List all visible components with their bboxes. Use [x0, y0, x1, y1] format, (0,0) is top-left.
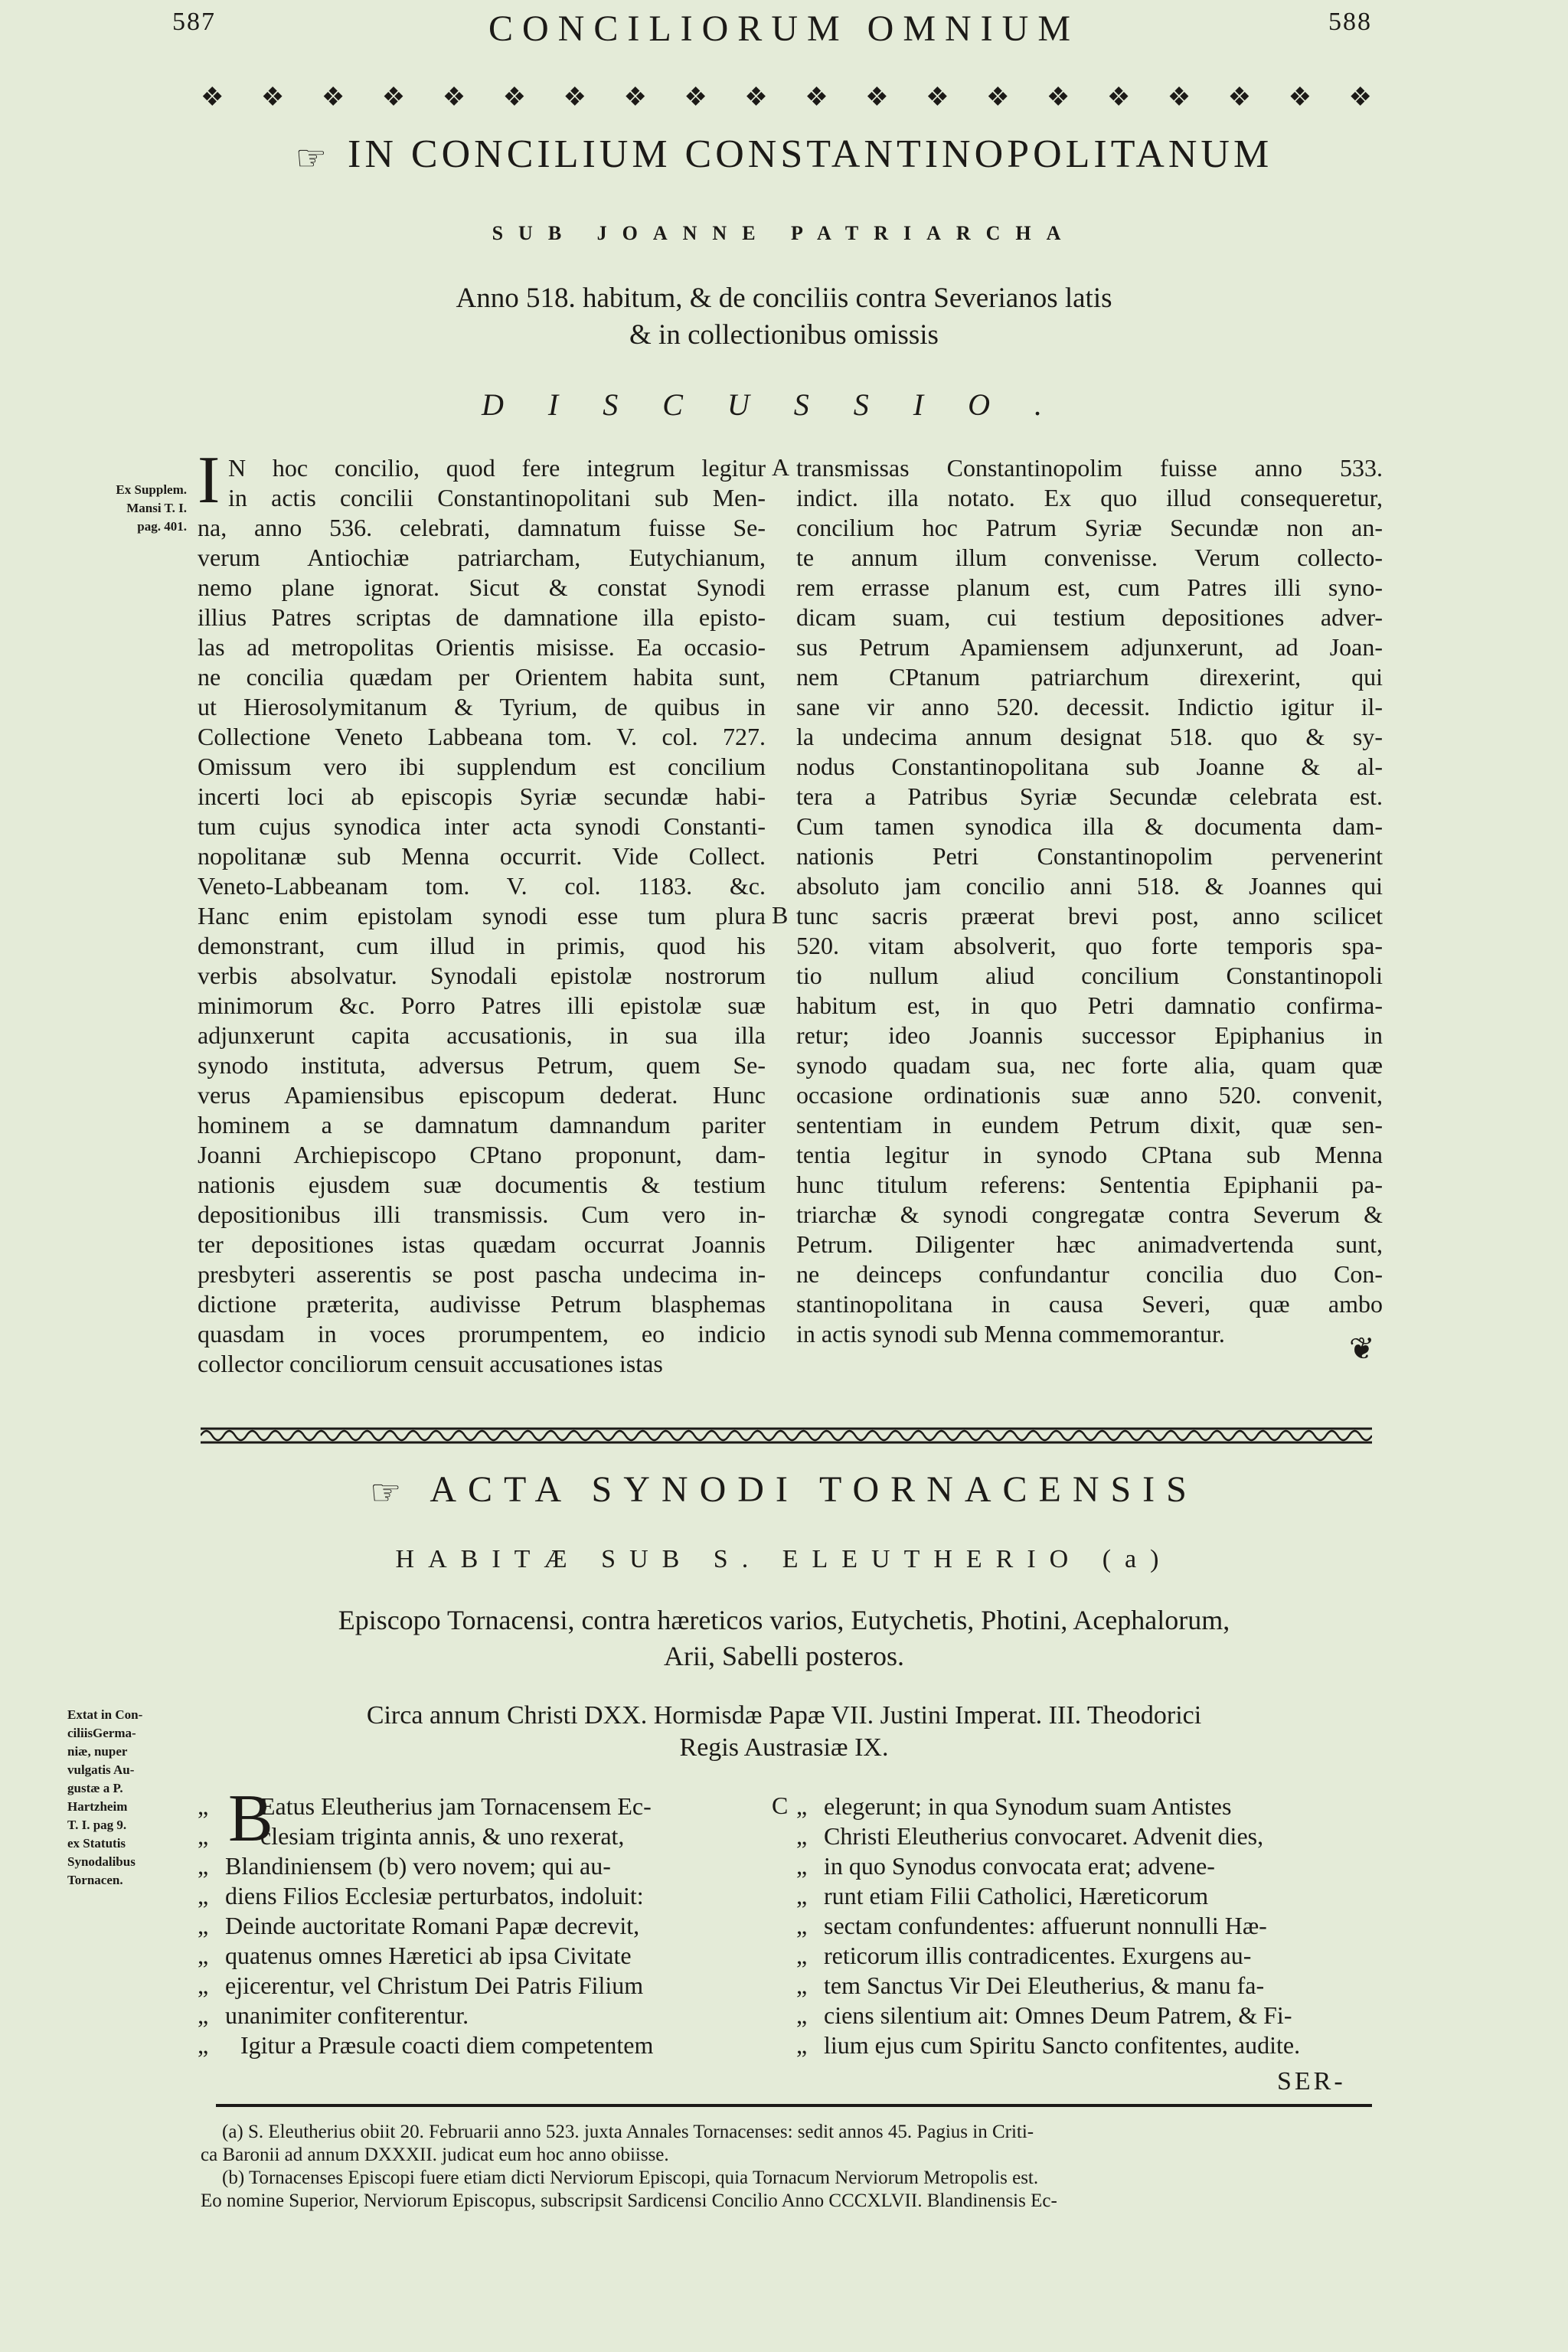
text-line: hominem a se damnatum damnandum pariter: [198, 1111, 766, 1138]
section1-line1: Anno 518. habitum, & de conciliis contra Severianos latis: [456, 283, 1112, 314]
ornament-fleuron-icon: ❖: [563, 83, 587, 112]
margin-note-line: ex Statutis: [67, 1836, 126, 1851]
section2-title: [0, 1468, 1568, 1511]
line-text: in quo Synodus convocata erat; advene-: [824, 1852, 1215, 1880]
text-line: sus Petrum Apamiensem adjunxerunt, ad Joan-: [796, 633, 1383, 661]
ornament-fleuron-icon: ❖: [442, 83, 466, 112]
text-line: ut Hierosolymitanum & Tyrium, de quibus in: [198, 693, 766, 720]
text-line: in actis synodi sub Menna commemorantur.: [796, 1320, 1225, 1348]
text-line: habitum est, in quo Petri damnatio confirma-: [796, 991, 1383, 1019]
decorative-rule: [201, 1424, 1372, 1447]
text-line: in actis concilii Constantinopolitani sub Men-: [228, 484, 766, 511]
section2-title-text: ACTA SYNODI TORNACENSIS: [430, 1469, 1198, 1510]
line-text: ejicerentur, vel Christum Dei Patris Filium: [225, 1971, 644, 1999]
text-line: [198, 1792, 766, 1821]
text-line: [198, 1911, 766, 1941]
quote-mark: „: [198, 2031, 209, 2059]
text-line: verus Apamiensibus episcopum dederat. Hunc: [198, 1081, 766, 1109]
text-line: collector conciliorum censuit accusationes istas: [198, 1350, 663, 1377]
text-line: tum cujus synodica inter acta synodi Constanti-: [198, 812, 766, 840]
text-line: sane vir anno 520. decessit. Indictio igitur il-: [796, 693, 1383, 720]
ornament-fleuron-icon: ❖: [381, 83, 406, 112]
quote-mark: „: [198, 1792, 209, 1820]
quote-mark: „: [796, 2001, 808, 2029]
text-line: [198, 2001, 766, 2030]
margin-note-2: [67, 1706, 190, 1890]
ornament-fleuron-icon: ❖: [1167, 83, 1191, 112]
section2-subtitle: HABITÆ SUB S. ELEUTHERIO (a): [395, 1545, 1173, 1573]
section2-descr-line2: Arii, Sabelli posteros.: [664, 1641, 904, 1671]
text-line: [198, 1851, 766, 1881]
section1-title: [0, 132, 1568, 177]
ornament-fleuron-icon: ❖: [1046, 83, 1070, 112]
line-text: tem Sanctus Vir Dei Eleutherius, & manu fa-: [824, 1971, 1265, 1999]
page-number-right: 588: [1328, 8, 1372, 36]
ornament-fleuron-icon: ❖: [684, 83, 707, 112]
text-line: Hanc enim epistolam synodi esse tum plura: [198, 902, 766, 929]
line-text: Blandiniensem (b) vero novem; qui au-: [225, 1852, 611, 1880]
text-line: ter depositiones istas quædam occurrat Joannis: [198, 1230, 766, 1258]
drop-cap: I: [198, 443, 220, 518]
text-line: adjunxerunt capita accusationis, in sua illa: [198, 1021, 766, 1049]
text-line: presbyteri asserentis se post pascha undecima in-: [198, 1260, 766, 1288]
ornament-fleuron-icon: ❖: [1106, 83, 1131, 112]
margin-note-line: gustæ a P.: [67, 1781, 123, 1795]
text-line: hunc titulum referens: Sententia Epiphanii pa-: [796, 1171, 1383, 1198]
ornament-fleuron-icon: ❖: [865, 83, 889, 112]
section1-line2: & in collectionibus omissis: [629, 319, 939, 351]
text-line: transmissas Constantinopolim fuisse anno 533.: [796, 454, 1383, 482]
footnote-rule: [216, 2104, 1372, 2107]
margin-note-line: Ex Supplem.: [116, 482, 187, 497]
text-line: indict. illa notato. Ex quo illud consequeretur,: [796, 484, 1383, 511]
text-line: [796, 1821, 1383, 1851]
text-line: triarchæ & synodi congregatæ contra Severum &: [796, 1200, 1383, 1228]
text-line: [198, 1821, 766, 1851]
line-text: runt etiam Filii Catholici, Hæreticorum: [824, 1882, 1209, 1909]
text-line: [796, 2001, 1383, 2030]
text-line: nopolitanæ sub Menna occurrit. Vide Collect.: [198, 842, 766, 870]
quote-mark: „: [796, 2031, 808, 2059]
footnote-line: (b) Tornacenses Episcopi fuere etiam dicti Nerviorum Episcopi, quia Tornacum Nerviorum Metropolis est.: [222, 2167, 1039, 2188]
quote-mark: „: [198, 1912, 209, 1939]
text-line: quasdam in voces prorumpentem, eo indicio: [198, 1320, 766, 1348]
text-line: ne deinceps confundantur concilia duo Con-: [796, 1260, 1383, 1288]
section1-title-text: IN CONCILIUM CONSTANTINOPOLITANUM: [348, 132, 1273, 176]
ornament-fleuron-icon: ❖: [985, 83, 1010, 112]
line-text: elegerunt; in qua Synodum suam Antistes: [824, 1792, 1232, 1820]
text-line: [796, 1941, 1383, 1971]
text-line: [198, 1971, 766, 2001]
ornament-fleuron-icon: ❖: [502, 83, 527, 112]
text-line: Petrum. Diligenter hæc animadvertenda sunt,: [796, 1230, 1383, 1258]
text-line: Veneto-Labbeanam tom. V. col. 1183. &c.: [198, 872, 766, 900]
text-line: [198, 2030, 766, 2060]
running-title: CONCILIORUM OMNIUM: [488, 8, 1080, 49]
margin-note-line: pag. 401.: [137, 519, 187, 534]
margin-note-line: niæ, nuper: [67, 1744, 128, 1759]
text-line: [796, 2030, 1383, 2060]
text-line: tera a Patribus Syriæ Secundæ celebrata est.: [796, 782, 1383, 810]
text-line: Omissum vero ibi supplendum est concilium: [198, 753, 766, 780]
text-line: te annum illum convenisse. Verum collecto-: [796, 544, 1383, 571]
margin-letter-c: C: [772, 1792, 789, 1819]
text-line: nationis ejusdem suæ documentis & testium: [198, 1171, 766, 1198]
text-line: illius Patres scriptas de damnatione illa episto-: [198, 603, 766, 631]
text-line: [796, 1971, 1383, 2001]
text-line: [796, 1792, 1383, 1821]
text-line: tunc sacris præerat brevi post, anno scilicet: [796, 902, 1383, 929]
ornament-fleuron-icon: ❖: [926, 83, 949, 112]
ornament-fleuron-icon: ❖: [744, 83, 768, 112]
text-line: demonstrant, cum illud in primis, quod his: [198, 932, 766, 959]
text-line: dicam suam, cui testium depositiones adver-: [796, 603, 1383, 631]
section2-right-column: [796, 1792, 1383, 2060]
quote-mark: „: [198, 1822, 209, 1850]
quote-mark: „: [198, 1971, 209, 1999]
section2-left-column: [198, 1782, 766, 2060]
line-text: diens Filios Ecclesiæ perturbatos, indoluit:: [225, 1882, 644, 1909]
section1-subtitle: SUB JOANNE PATRIARCHA: [492, 222, 1076, 244]
footnote-line: (a) S. Eleutherius obiit 20. Februarii anno 523. juxta Annales Tornacenses: sedit annos 45. Pagius in Criti-: [222, 2122, 1034, 2142]
footnote-line: Eo nomine Superior, Nerviorum Episcopus, subscripsit Sardicensi Concilio Anno CCCXLVII. Blandinensis Ec-: [201, 2190, 1057, 2211]
text-line: 520. vitam absolverit, quo forte temporis spa-: [796, 932, 1383, 959]
text-line: las ad metropolitas Orientis misisse. Ea occasio-: [198, 633, 766, 661]
text-line: [796, 1911, 1383, 1941]
text-line: dictione præterita, audivisse Petrum blasphemas: [198, 1290, 766, 1318]
footnote-line: ca Baronii ad annum DXXXII. judicat eum hoc anno obiisse.: [201, 2145, 669, 2165]
text-line: concilium hoc Patrum Syriæ Secundæ non an-: [796, 514, 1383, 541]
ornament-fleuron-icon: ❖: [201, 83, 224, 112]
quote-mark: „: [796, 1882, 808, 1909]
text-line: Cum tamen synodica illa & documenta dam-: [796, 812, 1383, 840]
quote-mark: „: [796, 1942, 808, 1969]
text-line: nodus Constantinopolitana sub Joanne & al-: [796, 753, 1383, 780]
line-text: Eatus Eleutherius jam Tornacensem Ec-: [260, 1792, 652, 1820]
text-line: nationis Petri Constantinopolim pervenerint: [796, 842, 1383, 870]
text-line: nem CPtanum patriarchum direxerint, qui: [796, 663, 1383, 691]
line-text: Christi Eleutherius convocaret. Advenit dies,: [824, 1822, 1264, 1850]
margin-note-line: Hartzheim: [67, 1799, 128, 1814]
margin-note-line: Mansi T. I.: [126, 501, 187, 515]
text-line: nemo plane ignorat. Sicut & constat Synodi: [198, 573, 766, 601]
quote-mark: „: [796, 1971, 808, 1999]
tailpiece-icon: ❦: [1349, 1331, 1375, 1366]
margin-note-line: Synodalibus: [67, 1854, 136, 1869]
quote-mark: „: [796, 1792, 808, 1820]
text-line: tio nullum aliud concilium Constantinopoli: [796, 962, 1383, 989]
margin-note-line: Extat in Con-: [67, 1707, 143, 1722]
margin-letter-b: B: [772, 901, 789, 929]
margin-note-1: [70, 481, 187, 536]
quote-mark: „: [796, 1912, 808, 1939]
ornament-fleuron-icon: ❖: [321, 83, 345, 112]
margin-note-line: ciliisGerma-: [67, 1726, 136, 1740]
text-line: depositionibus illi transmissis. Cum vero in-: [198, 1200, 766, 1228]
page-number-left: 587: [172, 8, 216, 36]
section2-descr-line1: Episcopo Tornacensi, contra hæreticos varios, Eutychetis, Photini, Acephalorum,: [338, 1605, 1230, 1635]
text-line: rem errasse planum est, cum Patres illi syno-: [796, 573, 1383, 601]
text-line: [198, 1941, 766, 1971]
pointing-hand-icon: ☞: [295, 139, 332, 178]
ornament-fleuron-icon: ❖: [623, 83, 647, 112]
line-text: Deinde auctoritate Romani Papæ decrevit,: [225, 1912, 640, 1939]
line-text: reticorum illis contradicentes. Exurgens au-: [824, 1942, 1252, 1969]
ornament-fleuron-icon: ❖: [1227, 83, 1252, 112]
line-text: lium ejus cum Spiritu Sancto confitentes, audite.: [824, 2031, 1301, 2059]
margin-note-line: vulgatis Au-: [67, 1762, 135, 1777]
line-text: quatenus omnes Hæretici ab ipsa Civitate: [225, 1942, 632, 1969]
margin-note-line: T. I. pag 9.: [67, 1818, 127, 1832]
text-line: minimorum &c. Porro Patres illi epistolæ suæ: [198, 991, 766, 1019]
text-line: ne concilia quædam per Orientem habita sunt,: [198, 663, 766, 691]
quote-mark: „: [198, 1942, 209, 1969]
ornament-fleuron-icon: ❖: [1288, 83, 1312, 112]
text-line: la undecima annum designat 518. quo & sy-: [796, 723, 1383, 750]
text-line: [796, 1851, 1383, 1881]
quote-mark: „: [796, 1852, 808, 1880]
text-line: Joanni Archiepiscopo CPtano proponunt, dam-: [198, 1141, 766, 1168]
text-line: incerti loci ab episcopis Syriæ secundæ habi-: [198, 782, 766, 810]
drop-cap: B: [228, 1782, 273, 1856]
catchword: SER-: [1277, 2067, 1346, 2096]
ornament-border: [201, 77, 1372, 119]
section1-right-column: [796, 453, 1383, 1349]
text-line: N hoc concilio, quod fere integrum legitur: [228, 454, 766, 482]
text-line: retur; ideo Joannis successor Epiphanius in: [796, 1021, 1383, 1049]
section2-date-line1: Circa annum Christi DXX. Hormisdæ Papæ VII. Justini Imperat. III. Theodorici: [366, 1701, 1202, 1730]
line-text: unanimiter confiterentur.: [225, 2001, 469, 2029]
footnotes: [201, 2121, 1380, 2213]
ornament-fleuron-icon: ❖: [805, 83, 828, 112]
margin-letter-a: A: [772, 453, 790, 481]
section2-date-line2: Regis Austrasiæ IX.: [679, 1733, 889, 1762]
line-text: ciens silentium ait: Omnes Deum Patrem, & Fi-: [824, 2001, 1292, 2029]
text-line: sententiam in eundem Petrum dixit, quæ sen-: [796, 1111, 1383, 1138]
quote-mark: „: [796, 1822, 808, 1850]
pointing-hand-icon: ☞: [370, 1473, 413, 1512]
quote-mark: „: [198, 2001, 209, 2029]
discussio-heading: DISCUSSIO.: [482, 387, 1086, 422]
text-line: synodo quadam sua, nec forte alia, quam quæ: [796, 1051, 1383, 1079]
ornament-fleuron-icon: ❖: [260, 83, 285, 112]
text-line: na, anno 536. celebrati, damnatum fuisse Se-: [198, 514, 766, 541]
text-line: verbis absolvatur. Synodali epistolæ nostrorum: [198, 962, 766, 989]
ornament-fleuron-icon: ❖: [1348, 83, 1372, 112]
text-line: synodo instituta, adversus Petrum, quem Se-: [198, 1051, 766, 1079]
line-text: clesiam triginta annis, & uno rexerat,: [260, 1822, 625, 1850]
text-line: absoluto jam concilio anni 518. & Joannes qui: [796, 872, 1383, 900]
text-line: verum Antiochiæ patriarcham, Eutychianum,: [198, 544, 766, 571]
text-line: [796, 1881, 1383, 1911]
text-line: Collectione Veneto Labbeana tom. V. col. 727.: [198, 723, 766, 750]
text-line: tentia legitur in synodo CPtana sub Menna: [796, 1141, 1383, 1168]
margin-note-line: Tornacen.: [67, 1873, 123, 1887]
line-text: Igitur a Præsule coacti diem competentem: [240, 2031, 654, 2059]
quote-mark: „: [198, 1882, 209, 1909]
quote-mark: „: [198, 1852, 209, 1880]
section1-left-column: [198, 443, 766, 1379]
text-line: [198, 1881, 766, 1911]
text-line: stantinopolitana in causa Severi, quæ ambo: [796, 1290, 1383, 1318]
line-text: sectam confundentes: affuerunt nonnulli Hæ-: [824, 1912, 1267, 1939]
text-line: occasione ordinationis suæ anno 520. convenit,: [796, 1081, 1383, 1109]
